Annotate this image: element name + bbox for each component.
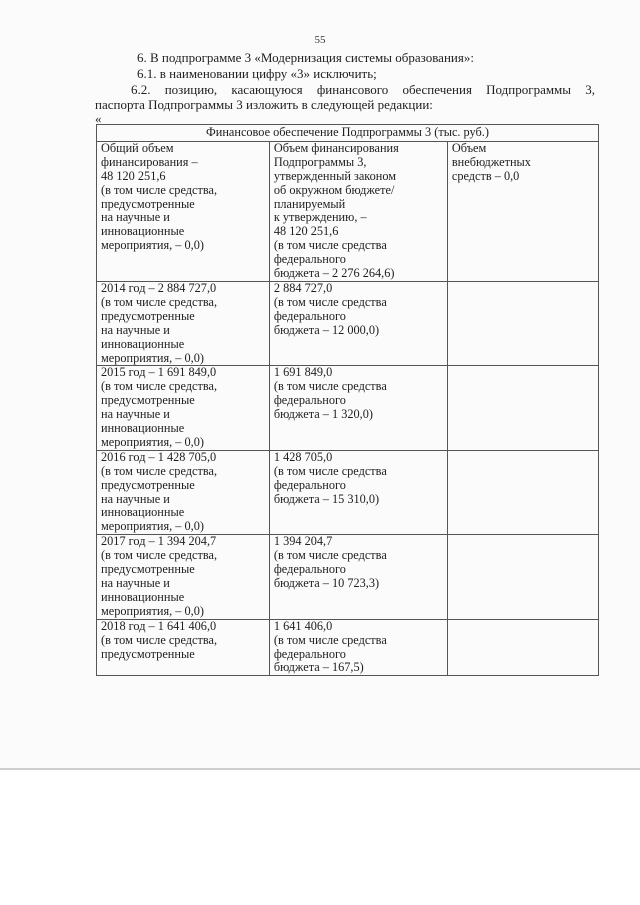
cell-line: 2 884 727,0 <box>273 280 333 295</box>
cell-line: Общий объем <box>101 140 174 155</box>
table-body <box>97 141 599 675</box>
table-cell-col1 <box>97 450 270 534</box>
cell-line: федерального <box>273 562 346 577</box>
table-cell-col1 <box>97 366 270 450</box>
cell-line: инновационные <box>101 505 185 520</box>
cell-line: (в том числе средства, <box>101 379 218 394</box>
cell-line: 1 428 705,0 <box>273 449 333 464</box>
cell-line: федерального <box>273 252 346 267</box>
table-cell-col2 <box>269 141 447 281</box>
cell-line: внебюджетных <box>451 154 531 169</box>
cell-line: мероприятия, – 0,0) <box>101 603 204 618</box>
cell-line: федерального <box>273 393 346 408</box>
table-row <box>97 366 599 450</box>
table-cell-col3 <box>447 450 598 534</box>
cell-line: мероприятия, – 0,0) <box>101 434 204 449</box>
cell-line: предусмотренные <box>101 477 195 492</box>
cell-line: на научные и <box>101 491 170 506</box>
table-cell-col2 <box>269 450 447 534</box>
table-title-row <box>97 125 599 142</box>
table-row <box>97 141 599 281</box>
cell-line: (в том числе средства <box>273 294 387 309</box>
cell-line: планируемый <box>273 196 346 211</box>
cell-line: федерального <box>273 646 346 661</box>
table-row <box>97 535 599 619</box>
paragraph-6-1: 6.1. в наименовании цифру «3» исключить; <box>137 66 377 81</box>
cell-line: бюджета – 10 723,3) <box>273 576 380 590</box>
cell-line: средств – 0,0 <box>451 168 520 183</box>
cell-line: бюджета – 12 000,0) <box>273 322 380 337</box>
cell-line: (в том числе средства <box>273 463 387 478</box>
cell-line: финансирования – <box>101 154 198 169</box>
cell-line: Подпрограммы 3, <box>273 154 367 169</box>
cell-line: мероприятия, – 0,0) <box>101 238 204 253</box>
cell-line: Объем <box>451 140 487 155</box>
cell-line: 1 394 204,7 <box>273 534 333 549</box>
paragraph-6: 6. В подпрограмме 3 «Модернизация системы образования»: <box>137 50 474 65</box>
table-cell-col2 <box>269 281 447 365</box>
table-row <box>97 619 599 676</box>
table-title: Финансовое обеспечение Подпрограммы 3 (тыс. руб.) <box>97 125 599 142</box>
cell-line: утвержденный законом <box>273 168 397 183</box>
cell-line: (в том числе средства, <box>101 632 218 647</box>
paragraph-6-2-line1: 6.2. позицию, касающуюся финансового обеспечения Подпрограммы 3, <box>131 82 595 97</box>
cell-line: (в том числе средства <box>273 238 387 253</box>
table-cell-col3 <box>447 281 598 365</box>
page-number: 55 <box>314 34 326 46</box>
financing-table <box>96 124 599 676</box>
cell-line: 48 120 251,6 <box>273 224 339 239</box>
cell-line: 1 691 849,0 <box>273 365 333 380</box>
cell-line: (в том числе средства <box>273 632 387 647</box>
cell-line: Объем финансирования <box>273 140 399 155</box>
cell-line: предусмотренные <box>101 196 195 211</box>
cell-line: мероприятия, – 0,0) <box>101 519 204 534</box>
cell-line: 2015 год – 1 691 849,0 <box>101 365 217 380</box>
cell-line: предусмотренные <box>101 562 195 577</box>
cell-line: (в том числе средства <box>273 548 387 563</box>
cell-line: бюджета – 2 276 264,6) <box>273 266 395 281</box>
cell-line: инновационные <box>101 224 185 239</box>
cell-line: (в том числе средства, <box>101 182 218 197</box>
cell-line: на научные и <box>101 407 170 422</box>
cell-line: (в том числе средства, <box>101 294 218 309</box>
table-cell-col1 <box>97 281 270 365</box>
table-cell-col1 <box>97 141 270 281</box>
table-row <box>97 281 599 365</box>
table-cell-col2 <box>269 535 447 619</box>
cell-line: предусмотренные <box>101 646 195 661</box>
table-cell-col3 <box>447 535 598 619</box>
cell-line: предусмотренные <box>101 308 195 323</box>
cell-line: 2017 год – 1 394 204,7 <box>101 534 217 549</box>
cell-line: бюджета – 15 310,0) <box>273 491 380 506</box>
paragraph-6-2-line2: паспорта Подпрограммы 3 изложить в следующей редакции: <box>95 97 433 112</box>
cell-line: об окружном бюджете/ <box>273 182 395 197</box>
table-cell-col1 <box>97 619 270 676</box>
cell-line: инновационные <box>101 336 185 351</box>
cell-line: на научные и <box>101 210 170 225</box>
opening-quote: « <box>95 111 102 126</box>
cell-line: (в том числе средства <box>273 379 387 394</box>
table-cell-col3 <box>447 366 598 450</box>
table-row <box>97 450 599 534</box>
cell-line: на научные и <box>101 322 170 337</box>
table-cell-col2 <box>269 366 447 450</box>
cell-line: 48 120 251,6 <box>101 168 166 183</box>
table-cell-col3 <box>447 141 598 281</box>
cell-line: инновационные <box>101 589 185 604</box>
cell-line: на научные и <box>101 576 170 590</box>
cell-line: предусмотренные <box>101 393 195 408</box>
cell-line: мероприятия, – 0,0) <box>101 350 204 365</box>
cell-line: 2016 год – 1 428 705,0 <box>101 449 217 464</box>
table-cell-col1 <box>97 535 270 619</box>
cell-line: федерального <box>273 477 346 492</box>
cell-line: бюджета – 1 320,0) <box>273 407 373 422</box>
paragraph-6-2 <box>131 82 595 97</box>
cell-line: 2014 год – 2 884 727,0 <box>101 280 217 295</box>
cell-line: инновационные <box>101 421 185 436</box>
cell-line: 1 641 406,0 <box>273 618 333 633</box>
cell-line: (в том числе средства, <box>101 548 218 563</box>
cell-line: (в том числе средства, <box>101 463 218 478</box>
cell-line: 2018 год – 1 641 406,0 <box>101 618 217 633</box>
table-cell-col3 <box>447 619 598 676</box>
cell-line: к утверждению, – <box>273 210 367 225</box>
table-cell-col2 <box>269 619 447 676</box>
cell-line: бюджета – 167,5) <box>273 660 364 675</box>
cell-line: федерального <box>273 308 346 323</box>
